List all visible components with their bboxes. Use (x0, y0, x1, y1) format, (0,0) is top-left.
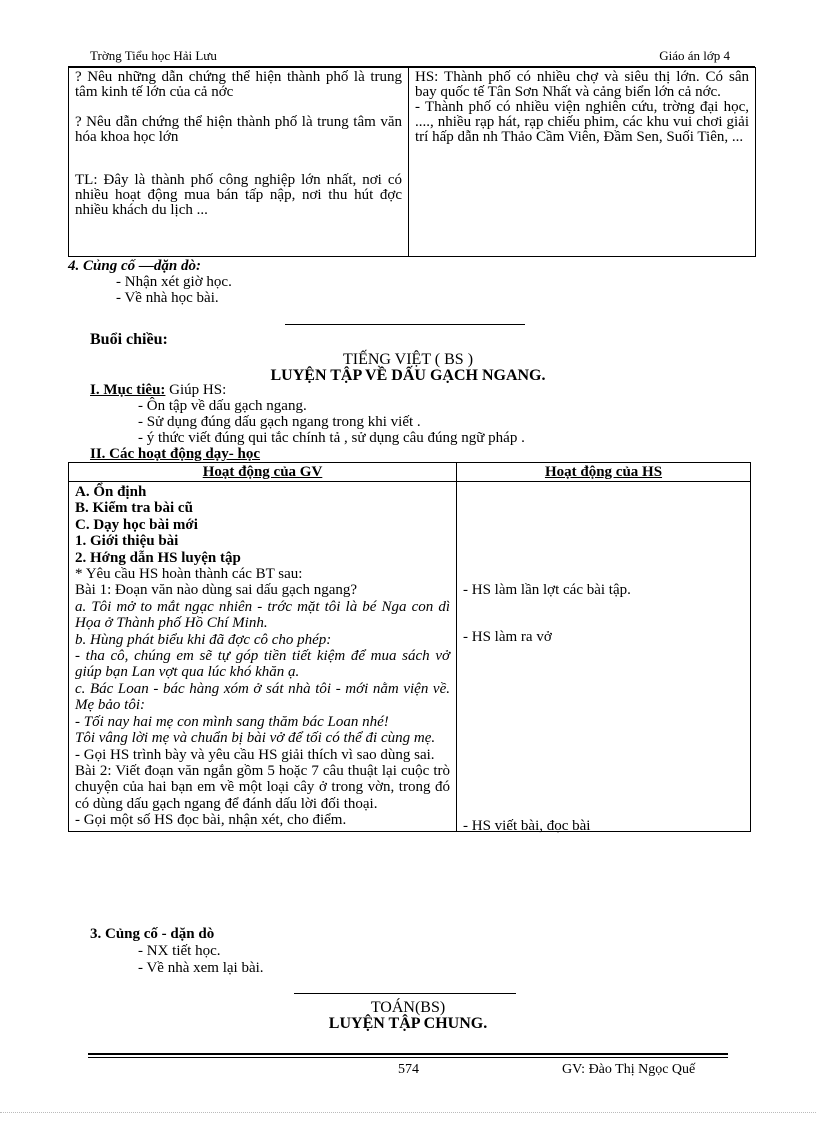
list-item: - Về nhà học bài. (116, 290, 219, 306)
list-item: - Nhận xét giờ học. (116, 274, 232, 290)
gv-line: Bài 2: Viết đoạn văn ngắn gồm 5 hoặc 7 câu thuật lại cuộc trò chuyện của hai bạn em về một loại cây ở trong vờn, trong đó có dùng dấu gạch ngang để đánh dấu lời đối thoại. (75, 762, 450, 812)
section-divider (294, 993, 516, 994)
buoi-chieu-heading: Buổi chiều: (90, 331, 168, 348)
answer-economy: HS: Thành phố có nhiều chợ và siêu thị lớn. Có sân bay quốc tế Tân Sơn Nhất và cảng biển lớn cả nớc. (415, 69, 749, 100)
qa-left-cell (69, 68, 409, 257)
gv-line: B. Kiểm tra bài cũ (75, 500, 193, 517)
footer-teacher: GV: Đào Thị Ngọc Quế (562, 1062, 696, 1077)
hs-cell (457, 482, 751, 832)
objectives-line (90, 382, 226, 398)
gv-line: c. Bác Loan - bác hàng xóm ở sát nhà tôi - mới nằm viện về. Mẹ bảo tôi: (75, 680, 450, 714)
gv-line: a. Tôi mở to mắt ngạc nhiên - trớc mặt tôi là bé Nga con dì Họa ở Thành phố Hồ Chí Minh. (75, 598, 450, 632)
gv-line: b. Hùng phát biểu khi đã đợc cô cho phép: (75, 631, 332, 648)
gv-line: 1. Giới thiệu bài (75, 533, 179, 550)
col-header-gv: Hoạt động của GV (69, 463, 457, 482)
page-number: 574 (398, 1062, 419, 1077)
section-heading-cung-co: 4. Củng cố —dặn dò: (68, 258, 201, 274)
activities-heading: II. Các hoạt động dạy- học (90, 446, 261, 462)
answer-culture: - Thành phố có nhiều viện nghiên cứu, trờng đại học, ...., nhiều rạp hát, rạp chiếu phim, các khu vui chơi giải trí hấp dẫn nh Thảo Cầm Viên, Đầm Sen, Suối Tiên, ... (415, 99, 749, 145)
gv-line: - Gọi HS trình bày và yêu cầu HS giải thích vì sao dùng sai. (75, 746, 435, 763)
lesson2-subject: TOÁN(BS) (370, 999, 446, 1016)
activity-table (68, 462, 751, 832)
objectives-intro: Giúp HS: (165, 382, 227, 398)
gv-line: Bài 1: Đoạn văn nào dùng sai dấu gạch ngang? (75, 582, 358, 599)
lesson2-title: LUYỆN TẬP CHUNG. (328, 1015, 488, 1032)
col-header-hs: Hoạt động của HS (457, 463, 751, 482)
objectives-label: I. Mục tiêu: (90, 382, 166, 398)
question-economy: ? Nêu những dẫn chứng thể hiện thành phố là trung tâm kinh tế lớn của cả nớc (75, 69, 402, 100)
page-edge (0, 1112, 816, 1113)
lesson-title: LUYỆN TẬP VỀ DẤU GẠCH NGANG. (270, 367, 546, 384)
hs-line: - HS viết bài, đọc bài (463, 818, 591, 834)
gv-line: - Gọi một số HS đọc bài, nhận xét, cho điểm. (75, 812, 347, 829)
gv-line: A. Ổn định (75, 484, 147, 500)
lesson-subject: TIẾNG VIỆT ( BS ) (342, 351, 474, 368)
answer-summary: TL: Đây là thành phố công nghiệp lớn nhất, nơi có nhiều hoạt động mua bán tấp nập, nơi thu hút đợc nhiều khách du lịch ... (75, 172, 402, 218)
gv-line: C. Dạy học bài mới (75, 516, 198, 533)
hs-line: - HS làm ra vở (463, 629, 552, 645)
section-heading-cung-co-2: 3. Củng cố - dặn dò (90, 926, 215, 942)
gv-line: * Yêu cầu HS hoàn thành các BT sau: (75, 566, 303, 583)
list-item: - Về nhà xem lại bài. (138, 960, 264, 976)
header-subject: Giáo án lớp 4 (659, 48, 730, 63)
footer-divider (88, 1053, 728, 1055)
section-divider (285, 324, 525, 325)
question-culture: ? Nêu dẫn chứng thể hiện thành phố là trung tâm văn hóa khoa học lớn (75, 114, 402, 145)
gv-cell (69, 482, 457, 832)
header-school: Trờng Tiểu học Hải Lưu (90, 48, 217, 63)
qa-table (68, 67, 756, 257)
hs-line: - HS làm lần lợt các bài tập. (463, 582, 631, 598)
qa-right-cell (409, 68, 756, 257)
gv-line: - Tối nay hai mẹ con mình sang thăm bác Loan nhé! (75, 713, 389, 730)
list-item: - Sử dụng đúng dấu gạch ngang trong khi viết . (138, 414, 421, 430)
list-item: - NX tiết học. (138, 943, 221, 959)
footer-divider (88, 1057, 728, 1058)
list-item: - Ôn tập về dấu gạch ngang. (138, 398, 307, 414)
list-item: - ý thức viết đúng qui tắc chính tả , sử dụng câu đúng ngữ pháp . (138, 430, 525, 446)
gv-line: - tha cô, chúng em sẽ tự góp tiền tiết kiệm để mua sách vở giúp bạn Lan vợt qua lúc khó khăn ạ. (75, 648, 450, 681)
gv-line: Tôi vâng lời mẹ và chuẩn bị bài vở để tối có thể đi cùng mẹ. (75, 730, 436, 747)
gv-line: 2. Hớng dẫn HS luyện tập (75, 549, 241, 566)
